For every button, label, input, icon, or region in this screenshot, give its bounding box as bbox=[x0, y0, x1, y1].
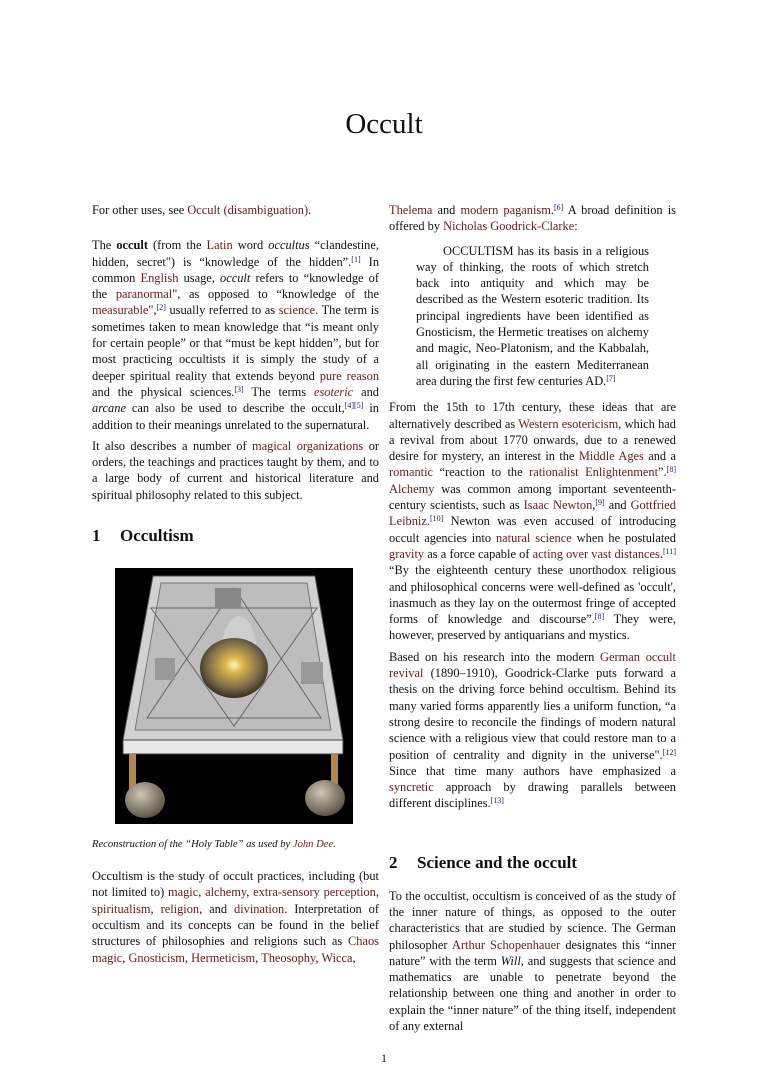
citation-link[interactable]: [8] bbox=[594, 612, 605, 622]
wiki-link[interactable]: Thelema bbox=[389, 203, 433, 217]
paragraph-organizations bbox=[92, 438, 379, 503]
text-run: ”. bbox=[658, 465, 667, 480]
figure-caption bbox=[92, 838, 379, 852]
text-run: , bbox=[246, 885, 254, 900]
wiki-link[interactable]: divination bbox=[234, 901, 285, 916]
text-run: “reaction to the bbox=[433, 465, 530, 480]
text-run: Occultism is the study of occult practices, including (but not limited to) bbox=[92, 869, 379, 900]
text-run: The terms bbox=[243, 384, 314, 399]
text-run: or orders, the teachings and practices taught by them, and to a large body of current and historical literature and spiritual philosophy related to this subject. bbox=[92, 438, 380, 502]
text-run: . Interpretation of occultism and its concepts can be found in the belief structures of philosophies and religions such as bbox=[92, 901, 379, 949]
citation-link[interactable]: [3] bbox=[234, 384, 244, 394]
text-run: Reconstruction of the “Holy Table” as used by bbox=[92, 839, 293, 851]
paragraph-history bbox=[389, 399, 676, 643]
text-run: . The term is sometimes taken to mean knowledge that “is meant only for certain people” or that “must be kept hidden”, but for most practicing occultists it is simply the study of a deeper spiritual reality that extends beyond bbox=[92, 303, 379, 383]
paragraph-occultism bbox=[92, 868, 379, 966]
section-heading-occultism bbox=[92, 525, 379, 546]
section-title: Science and the occult bbox=[417, 852, 578, 872]
text-run: , which had a revival from about 1770 onwards, due to a renewed desire for mystery, an interest in the bbox=[389, 416, 676, 464]
text-run: . bbox=[308, 203, 312, 217]
text-run: when he postulated bbox=[571, 530, 676, 545]
text-run: . bbox=[659, 546, 663, 561]
wiki-link[interactable]: religion bbox=[160, 901, 200, 916]
wiki-link[interactable]: John Dee bbox=[292, 839, 334, 851]
page-body bbox=[92, 202, 676, 1066]
hatnote bbox=[92, 202, 379, 218]
wiki-link[interactable]: Hermeticism bbox=[191, 950, 256, 965]
text-run: word bbox=[232, 238, 269, 253]
wiki-link[interactable]: Gnosticism bbox=[128, 950, 185, 965]
text-run: Since that time many authors have emphasized a bbox=[389, 763, 676, 778]
text-run: approach by drawing parallels between different disciplines. bbox=[389, 780, 676, 811]
wiki-link[interactable]: acting over vast distances bbox=[532, 546, 660, 561]
text-run: They were, however, preserved by antiquarians and mystics. bbox=[389, 612, 676, 643]
wiki-link[interactable]: gravity bbox=[389, 546, 425, 561]
text-run: To the occultist, occultism is conceived of as the study of the inner nature of things, as opposed to the outer characteristics that are studied by science. The German philosopher bbox=[389, 888, 676, 952]
text-run: , bbox=[352, 950, 356, 965]
text-run: ", bbox=[148, 303, 157, 318]
wiki-link[interactable]: alchemy bbox=[205, 885, 247, 900]
text-run: , bbox=[592, 498, 596, 513]
wiki-link[interactable]: romantic bbox=[389, 465, 434, 480]
text-run: OCCULTISM has its basis in a religious way of thinking, the roots of which stretch back into antiquity and which may be described as the Western esoteric tradition. Its principal ingredients have been identified as Gnosticism, the Hermetic treatises on alchemy and magic, Neo-Platonism, and the Kabbalah, all originating in the eastern Mediterranean area during the first few centuries AD. bbox=[416, 243, 649, 388]
citation-link[interactable]: [8] bbox=[666, 465, 676, 475]
wiki-link[interactable]: Gottfried Leibniz bbox=[389, 498, 676, 529]
text-run: ", as opposed to “knowledge of the bbox=[172, 287, 379, 302]
text-run: as a force capable of bbox=[424, 546, 533, 561]
section-title: Occultism bbox=[120, 526, 194, 546]
text-run: occultus bbox=[268, 238, 310, 253]
wiki-link[interactable]: Nicholas Goodrick-Clarke bbox=[443, 219, 575, 234]
citation-link[interactable]: [4][5] bbox=[344, 401, 364, 411]
wiki-link[interactable]: Western esotericism bbox=[518, 416, 619, 431]
text-run: designates this “inner nature” with the term bbox=[389, 937, 676, 968]
text-run: , bbox=[122, 950, 129, 965]
wiki-link[interactable]: science bbox=[278, 303, 316, 318]
citation-link[interactable]: [9] bbox=[595, 498, 605, 508]
citation-link[interactable]: [6] bbox=[554, 203, 564, 212]
blockquote bbox=[416, 243, 649, 390]
wiki-link[interactable]: paranormal bbox=[115, 287, 173, 302]
citation-link[interactable]: [10] bbox=[429, 514, 444, 524]
citation-link[interactable]: [13] bbox=[490, 796, 504, 806]
text-run: and bbox=[432, 203, 461, 217]
text-run: Based on his research into the modern bbox=[389, 649, 601, 664]
wiki-link[interactable]: magical organizations bbox=[252, 438, 364, 453]
text-run: arcane bbox=[92, 401, 126, 416]
paragraph-definition bbox=[389, 202, 676, 235]
page-title: Occult bbox=[345, 108, 423, 140]
text-run: in addition to their meanings unrelated to the supernatural. bbox=[92, 401, 379, 432]
wiki-link[interactable]: Isaac Newton bbox=[523, 498, 593, 513]
text-run: , and suggests that science and mathematics are unable to penetrate beyond the relationship between one thing and another in order to explain the “inner nature” of the thing itself, independent of any external bbox=[389, 953, 676, 1034]
text-run: , bbox=[315, 950, 322, 965]
text-run: . bbox=[550, 203, 555, 217]
wiki-link[interactable]: syncretic bbox=[389, 780, 434, 795]
intro-paragraph bbox=[92, 237, 379, 433]
text-run: From the 15th to 17th century, these ideas that are alternatively described as bbox=[389, 400, 676, 431]
wiki-link[interactable]: Alchemy bbox=[389, 481, 435, 496]
text-run: usage, bbox=[178, 270, 221, 285]
citation-link[interactable]: [7] bbox=[606, 373, 616, 383]
text-run: The bbox=[92, 238, 117, 253]
right-column bbox=[389, 202, 676, 1034]
wiki-link[interactable]: esoteric bbox=[313, 384, 354, 399]
text-run: Will bbox=[500, 953, 521, 968]
text-run: and bbox=[604, 498, 631, 513]
text-run: Newton was even accused of introducing occult agencies into bbox=[389, 514, 676, 545]
text-run: and bbox=[353, 384, 379, 399]
wiki-link[interactable]: spiritualism bbox=[92, 901, 151, 916]
text-run: For other uses, see bbox=[92, 203, 188, 217]
text-run: occult bbox=[220, 270, 251, 285]
page-number: 1 bbox=[381, 1051, 387, 1066]
wiki-link[interactable]: Occult (disambiguation) bbox=[187, 203, 309, 217]
text-run: “By the eighteenth century these unorthodox religious and philosophical concerns were well-defined as 'occult', inasmuch as they lay on the outermost fringe of accepted forms of knowledge and discourse”. bbox=[389, 563, 676, 627]
wiki-link[interactable]: rationalist Enlightenment bbox=[529, 465, 659, 480]
text-run: was common among important seventeenth-century scientists, such as bbox=[389, 481, 676, 513]
wiki-link[interactable]: Middle Ages bbox=[578, 449, 644, 464]
wiki-link[interactable]: measurable bbox=[92, 303, 149, 318]
text-run: , bbox=[150, 901, 161, 916]
text-run: , bbox=[198, 885, 206, 900]
citation-link[interactable]: [1] bbox=[351, 254, 361, 264]
text-run: occult bbox=[116, 238, 148, 253]
section-number: 2 bbox=[389, 852, 398, 872]
text-run: . bbox=[333, 839, 336, 851]
holy-table-image bbox=[115, 568, 353, 824]
text-run: (from the bbox=[147, 238, 207, 253]
wiki-link[interactable]: pure reason bbox=[319, 368, 380, 383]
text-run: . bbox=[426, 514, 430, 529]
text-run: can also be used to describe the occult, bbox=[125, 401, 345, 416]
citation-link[interactable]: [12] bbox=[662, 747, 676, 757]
wiki-link[interactable]: Theosophy bbox=[261, 950, 316, 965]
text-run: It also describes a number of bbox=[92, 438, 253, 453]
text-run: (1890–1910), Goodrick-Clarke puts forward a thesis on the driving force behind occultism. Behind its many varied forms apparently lies a uniform function, “a strong desire to reconcile the findings of modern natural science with a religious view that could restore man to a position of centrality and dignity in the universe". bbox=[389, 666, 676, 762]
text-run: and a bbox=[643, 449, 677, 464]
wiki-link[interactable]: English bbox=[140, 270, 179, 285]
wiki-link[interactable]: Latin bbox=[206, 238, 233, 253]
text-run: , bbox=[255, 950, 262, 965]
citation-link[interactable]: [11] bbox=[662, 546, 676, 556]
paragraph-goodrick-clarke bbox=[389, 649, 676, 812]
text-run: , bbox=[184, 950, 192, 965]
wiki-link[interactable]: Wicca bbox=[321, 950, 353, 965]
wiki-link[interactable]: Arthur Schopenhauer bbox=[451, 937, 561, 952]
section-heading-science bbox=[389, 852, 676, 873]
wiki-link[interactable]: natural science bbox=[495, 530, 572, 545]
text-run: A broad definition is offered by bbox=[389, 203, 677, 234]
text-run: : bbox=[574, 219, 578, 234]
wiki-link[interactable]: German occult revival bbox=[389, 649, 676, 681]
text-run: , and bbox=[199, 901, 234, 916]
wiki-link[interactable]: modern paganism bbox=[460, 203, 551, 217]
left-column bbox=[92, 202, 379, 966]
text-run: refers to “knowledge of the bbox=[92, 270, 379, 302]
paragraph-science bbox=[389, 888, 676, 1035]
wiki-link[interactable]: Chaos magic bbox=[92, 934, 379, 965]
text-run: usually referred to as bbox=[165, 303, 279, 318]
section-number: 1 bbox=[92, 526, 101, 546]
text-run: , bbox=[375, 885, 379, 900]
citation-link[interactable]: [2] bbox=[156, 303, 166, 313]
wiki-link[interactable]: magic bbox=[167, 885, 199, 900]
text-run: In common bbox=[92, 254, 380, 285]
wiki-link[interactable]: extra-sensory perception bbox=[253, 885, 376, 900]
text-run: and the physical sciences. bbox=[92, 384, 235, 399]
text-run: “clandestine, hidden, secret") is “knowledge of the hidden”. bbox=[92, 238, 379, 269]
